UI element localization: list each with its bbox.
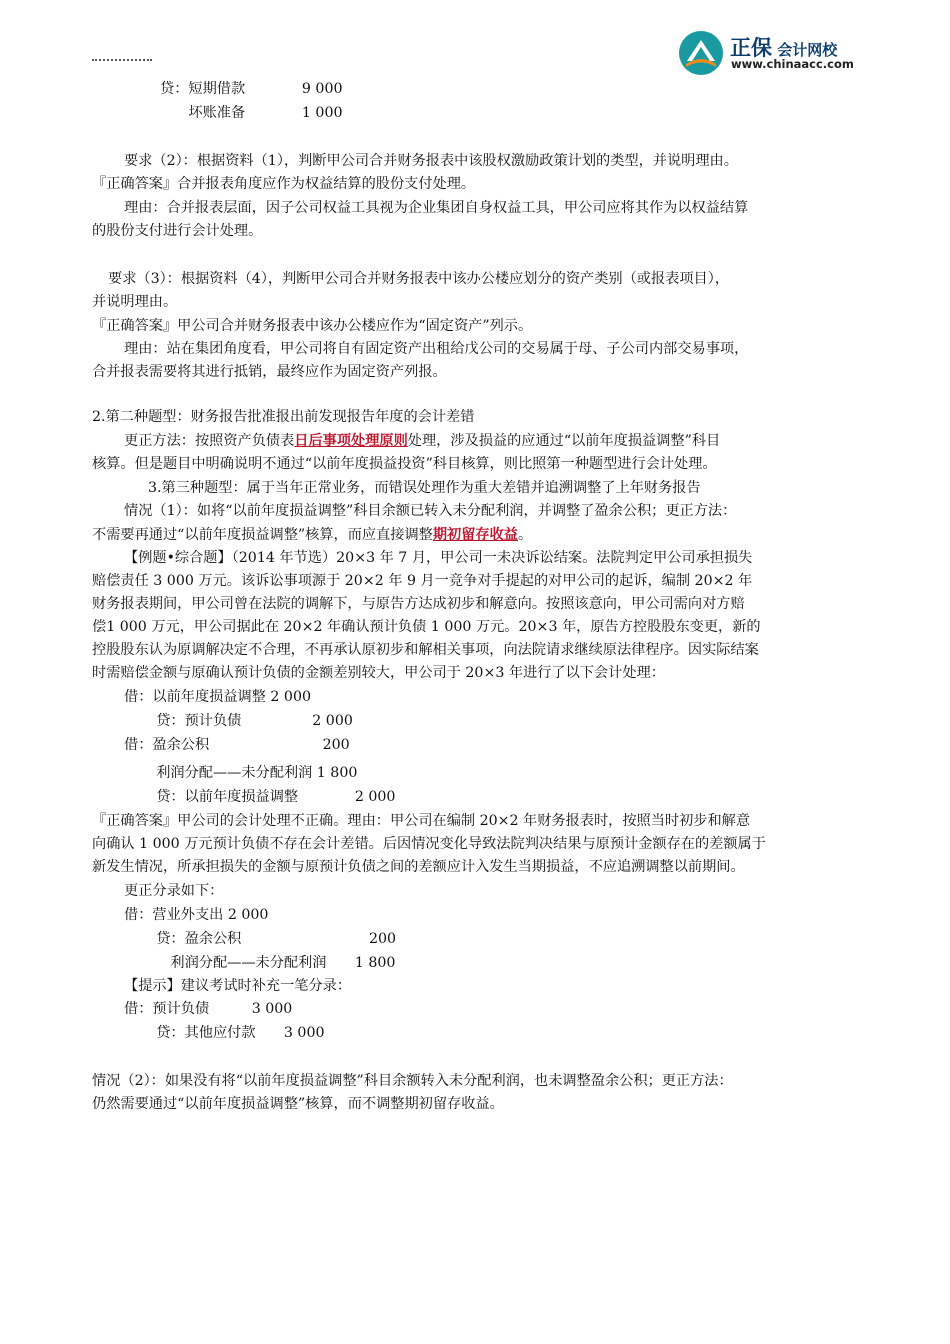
text-line: 向确认 1 000 万元预计负债不存在会计差错。后因情况变化导致法院判决结果与原预计金额存在的差额属于 (92, 836, 766, 852)
journal-entry-line: 贷：盈余公积 200 (142, 931, 397, 947)
text-line: 财务报表期间，甲公司曾在法院的调解下，与原告方达成初步和解意向。按照该意向，甲公司需向对方赔 (92, 596, 745, 612)
text-line: 『正确答案』甲公司的会计处理不正确。理由：甲公司在编制 20×2 年财务报表时，按照当时初步和解意 (92, 813, 751, 829)
text-line (124, 431, 720, 451)
journal-entry-line: 贷：其他应付款 3 000 (142, 1025, 325, 1041)
text-line: 【例题•综合题】（2014 年节选）20×3 年 7 月，甲公司一未决诉讼结案。法院判定甲公司承担损失 (124, 550, 753, 566)
text-line: 更正分录如下： (124, 883, 224, 899)
text-line: 仍然需要通过“以前年度损益调整”核算，而不调整期初留存收益。 (92, 1096, 504, 1112)
journal-entry-line: 借：以前年度损益调整 2 000 (124, 689, 312, 705)
highlight-term: 日后事项处理原则 (294, 433, 408, 449)
highlight-term: 期初留存收益 (432, 527, 518, 543)
text-line: 控股股东认为原调解决定不合理，不再承认原初步和解相关事项，向法院请求继续原法律程序。因实际结案 (92, 642, 759, 658)
logo-url: www.chinaacc.com (731, 57, 854, 71)
logo-brand-small: 会计网校 (777, 41, 838, 59)
chinaacc-logo (678, 30, 878, 76)
journal-entry-line: 借：预计负债 3 000 (124, 1001, 293, 1017)
text-line: 偿1 000 万元，甲公司据此在 20×2 年确认预计负债 1 000 万元。20×3 年，原告方控股股东变更，新的 (92, 619, 761, 635)
section-heading: 2.第二种题型：财务报告批准报出前发现报告年度的会计差错 (92, 409, 475, 425)
logo-emblem-icon (678, 30, 724, 76)
text-line: 【提示】建议考试时补充一笔分录： (124, 978, 352, 994)
text-line: 时需赔偿金额与原确认预计负债的金额差别较大，甲公司于 20×3 年进行了以下会计处理： (92, 665, 665, 681)
journal-entry-line: 借：盈余公积 200 (124, 737, 350, 753)
journal-entry-line: 借：营业外支出 2 000 (124, 907, 269, 923)
text-line: 要求（3）：根据资料（4），判断甲公司合并财务报表中该办公楼应划分的资产类别（或报表项目）， (108, 271, 730, 287)
text-line: 新发生情况，所承担损失的金额与原预计负债之间的差额应计入发生当期损益，不应追溯调整以前期间。 (92, 859, 745, 875)
text-span: 。 (517, 527, 533, 543)
text-line: 理由：站在集团角度看，甲公司将自有固定资产出租给戊公司的交易属于母、子公司内部交易事项， (124, 341, 749, 357)
text-line: 贷：短期借款 9 000 (160, 81, 343, 97)
text-span: 更正方法：按照资产负债表 (124, 433, 295, 449)
text-line: 情况（1）：如将“以前年度损益调整”科目余额已转入未分配利润，并调整了盈余公积；更正方法： (124, 503, 737, 519)
text-line: 坏账准备 1 000 (160, 105, 343, 121)
text-line: 理由：合并报表层面，因子公司权益工具视为企业集团自身权益工具，甲公司应将其作为以权益结算 (124, 200, 749, 216)
journal-entry-line: 利润分配——未分配利润 1 800 (142, 765, 358, 781)
logo-brand-big: 正保 (730, 36, 772, 60)
text-line: 核算。但是题目中明确说明不通过“以前年度损益投资”科目核算，则比照第一种题型进行会计处理。 (92, 456, 717, 472)
text-line (92, 525, 532, 545)
journal-entry-line: 利润分配——未分配利润 1 800 (142, 955, 396, 971)
text-line: 情况（2）：如果没有将“以前年度损益调整”科目余额转入未分配利润，也未调整盈余公积；更正方法： (92, 1073, 733, 1089)
text-line: 的股份支付进行会计处理。 (92, 223, 263, 239)
text-span: 处理，涉及损益的应通过“以前年度损益调整”科目 (407, 433, 721, 449)
section-heading: 3.第三种题型：属于当年正常业务，而错误处理作为重大差错并追溯调整了上年财务报告 (148, 480, 701, 496)
cropped-text-fragment (92, 56, 202, 64)
journal-entry-line: 贷：预计负债 2 000 (142, 713, 353, 729)
text-line: 『正确答案』甲公司合并财务报表中该办公楼应作为“固定资产”列示。 (92, 318, 533, 334)
text-line: 赔偿责任 3 000 万元。该诉讼事项源于 20×2 年 9 月一竞争对手提起的对甲公司的起诉，编制 20×2 年 (92, 573, 753, 589)
text-line: 并说明理由。 (92, 294, 178, 310)
text-line: 合并报表需要将其进行抵销，最终应作为固定资产列报。 (92, 364, 447, 380)
text-line: 『正确答案』合并报表角度应作为权益结算的股份支付处理。 (92, 176, 476, 192)
journal-entry-line: 贷：以前年度损益调整 2 000 (142, 789, 396, 805)
text-span: 不需要再通过“以前年度损益调整”核算，而应直接调整 (92, 527, 433, 543)
text-line: 要求（2）：根据资料（1），判断甲公司合并财务报表中该股权激励政策计划的类型，并说明理由。 (124, 153, 738, 169)
